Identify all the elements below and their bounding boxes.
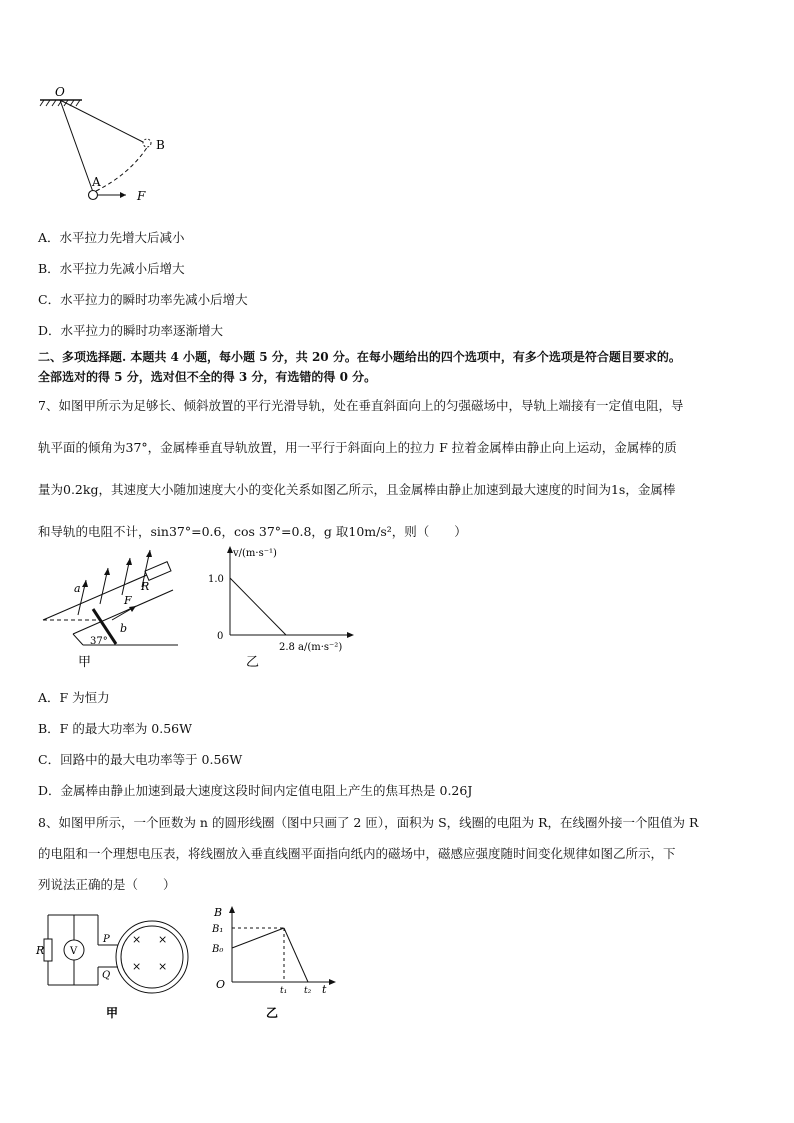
rod-end-a-label: a <box>74 582 81 595</box>
q8-fig-yi-caption: 乙 <box>266 1006 279 1020</box>
q7-stem-line3: 量为0.2kg，其速度大小随加速度大小的变化关系如图乙所示，且金属棒由静止加速到最大速度的时间为1s，金属棒 <box>38 482 676 497</box>
voltmeter-label: V <box>70 946 78 957</box>
terminal-p-label: P <box>103 934 110 945</box>
q6-option-c: C．水平拉力的瞬时功率先减小后增大 <box>38 292 248 307</box>
b0-label: B₀ <box>212 944 224 955</box>
q8-coil-circuit-figure <box>34 905 204 1025</box>
q6-option-d: D．水平拉力的瞬时功率逐渐增大 <box>38 323 224 338</box>
q7-fig-yi-caption: 乙 <box>246 655 260 670</box>
q8-field-time-graph <box>208 900 348 1025</box>
q8-stem-line1: 8、如图甲所示，一个匝数为 n 的圆形线圈（图中只画了 2 匝），面积为 S，线圈的电阻为 R，在线圈外接一个阻值为 R <box>38 815 699 830</box>
t1-label: t₁ <box>280 986 288 996</box>
q8-stem-line3: 列说法正确的是（ ） <box>38 877 176 892</box>
q7-stem <box>38 396 760 564</box>
origin-label: O <box>216 978 226 991</box>
q7-option-b: B．F 的最大功率为 0.56W <box>38 721 192 736</box>
field-cross-2: × <box>158 933 168 946</box>
q7-option-a: A．F 为恒力 <box>38 690 110 705</box>
field-cross-4: × <box>158 960 168 973</box>
point-a-label: A <box>92 175 101 189</box>
q7-stem-line2: 轨平面的倾角为37°，金属棒垂直导轨放置，用一平行于斜面向上的拉力 F 拉着金属棒由静止向上运动，金属棒的质 <box>38 440 677 455</box>
field-cross-3: × <box>132 960 142 973</box>
q8-stem-line2: 的电阻和一个理想电压表，将线圈放入垂直线圈平面指向纸内的磁场中，磁感应强度随时间变化规律如图乙所示，下 <box>38 846 676 861</box>
resistor-r-label: R <box>141 580 150 593</box>
x-tick-label: 2.8 <box>279 642 295 653</box>
section2-heading-line1: 二、多项选择题. 本题共 4 小题，每小题 5 分，共 20 分。在每小题给出的四个选项中，有多个选项是符合题目要求的。 <box>38 350 681 364</box>
q7-incline-figure <box>38 540 188 670</box>
q7-option-d: D．金属棒由静止加速到最大速度这段时间内定值电阻上产生的焦耳热是 0.26J <box>38 783 473 798</box>
q8-stem <box>38 813 760 906</box>
t-axis-label: t <box>322 983 327 996</box>
incline-angle-label: 37° <box>90 636 108 647</box>
terminal-q-label: Q <box>102 970 111 981</box>
section2-heading-line2: 全部选对的得 5 分，选对但不全的得 3 分，有选错的得 0 分。 <box>38 370 377 384</box>
point-b-label: B <box>156 138 165 152</box>
y-tick-label: 1.0 <box>208 574 224 585</box>
pendulum-figure <box>30 82 180 212</box>
x-axis-label: a/(m·s⁻²) <box>298 642 343 653</box>
force-label: F <box>137 189 146 203</box>
q7-fig-jia-caption: 甲 <box>78 655 92 670</box>
q7-stem-line1: 7、如图甲所示为足够长、倾斜放置的平行光滑导轨，处在垂直斜面向上的匀强磁场中，导轨上端接有一定值电阻，导 <box>38 398 684 413</box>
y-axis-label: v/(m·s⁻¹) <box>233 548 277 559</box>
pivot-label: O <box>55 85 65 99</box>
q8-fig-jia-caption: 甲 <box>106 1006 119 1020</box>
q6-option-b: B．水平拉力先减小后增大 <box>38 261 185 276</box>
resistor-label: R <box>36 944 45 957</box>
force-f-label: F <box>124 594 132 607</box>
origin-label: 0 <box>217 631 224 642</box>
b-axis-label: B <box>214 906 223 919</box>
b1-label: B₁ <box>212 924 224 935</box>
field-cross-1: × <box>132 933 142 946</box>
q7-velocity-acceleration-graph <box>200 540 370 670</box>
t2-label: t₂ <box>304 986 312 996</box>
q7-option-c: C．回路中的最大电功率等于 0.56W <box>38 752 243 767</box>
q7-stem-line4: 和导轨的电阻不计，sin37°=0.6，cos 37°=0.8，g 取10m/s²，则（ ） <box>38 524 467 539</box>
q6-option-a: A．水平拉力先增大后减小 <box>38 230 185 245</box>
rod-end-b-label: b <box>120 622 128 635</box>
